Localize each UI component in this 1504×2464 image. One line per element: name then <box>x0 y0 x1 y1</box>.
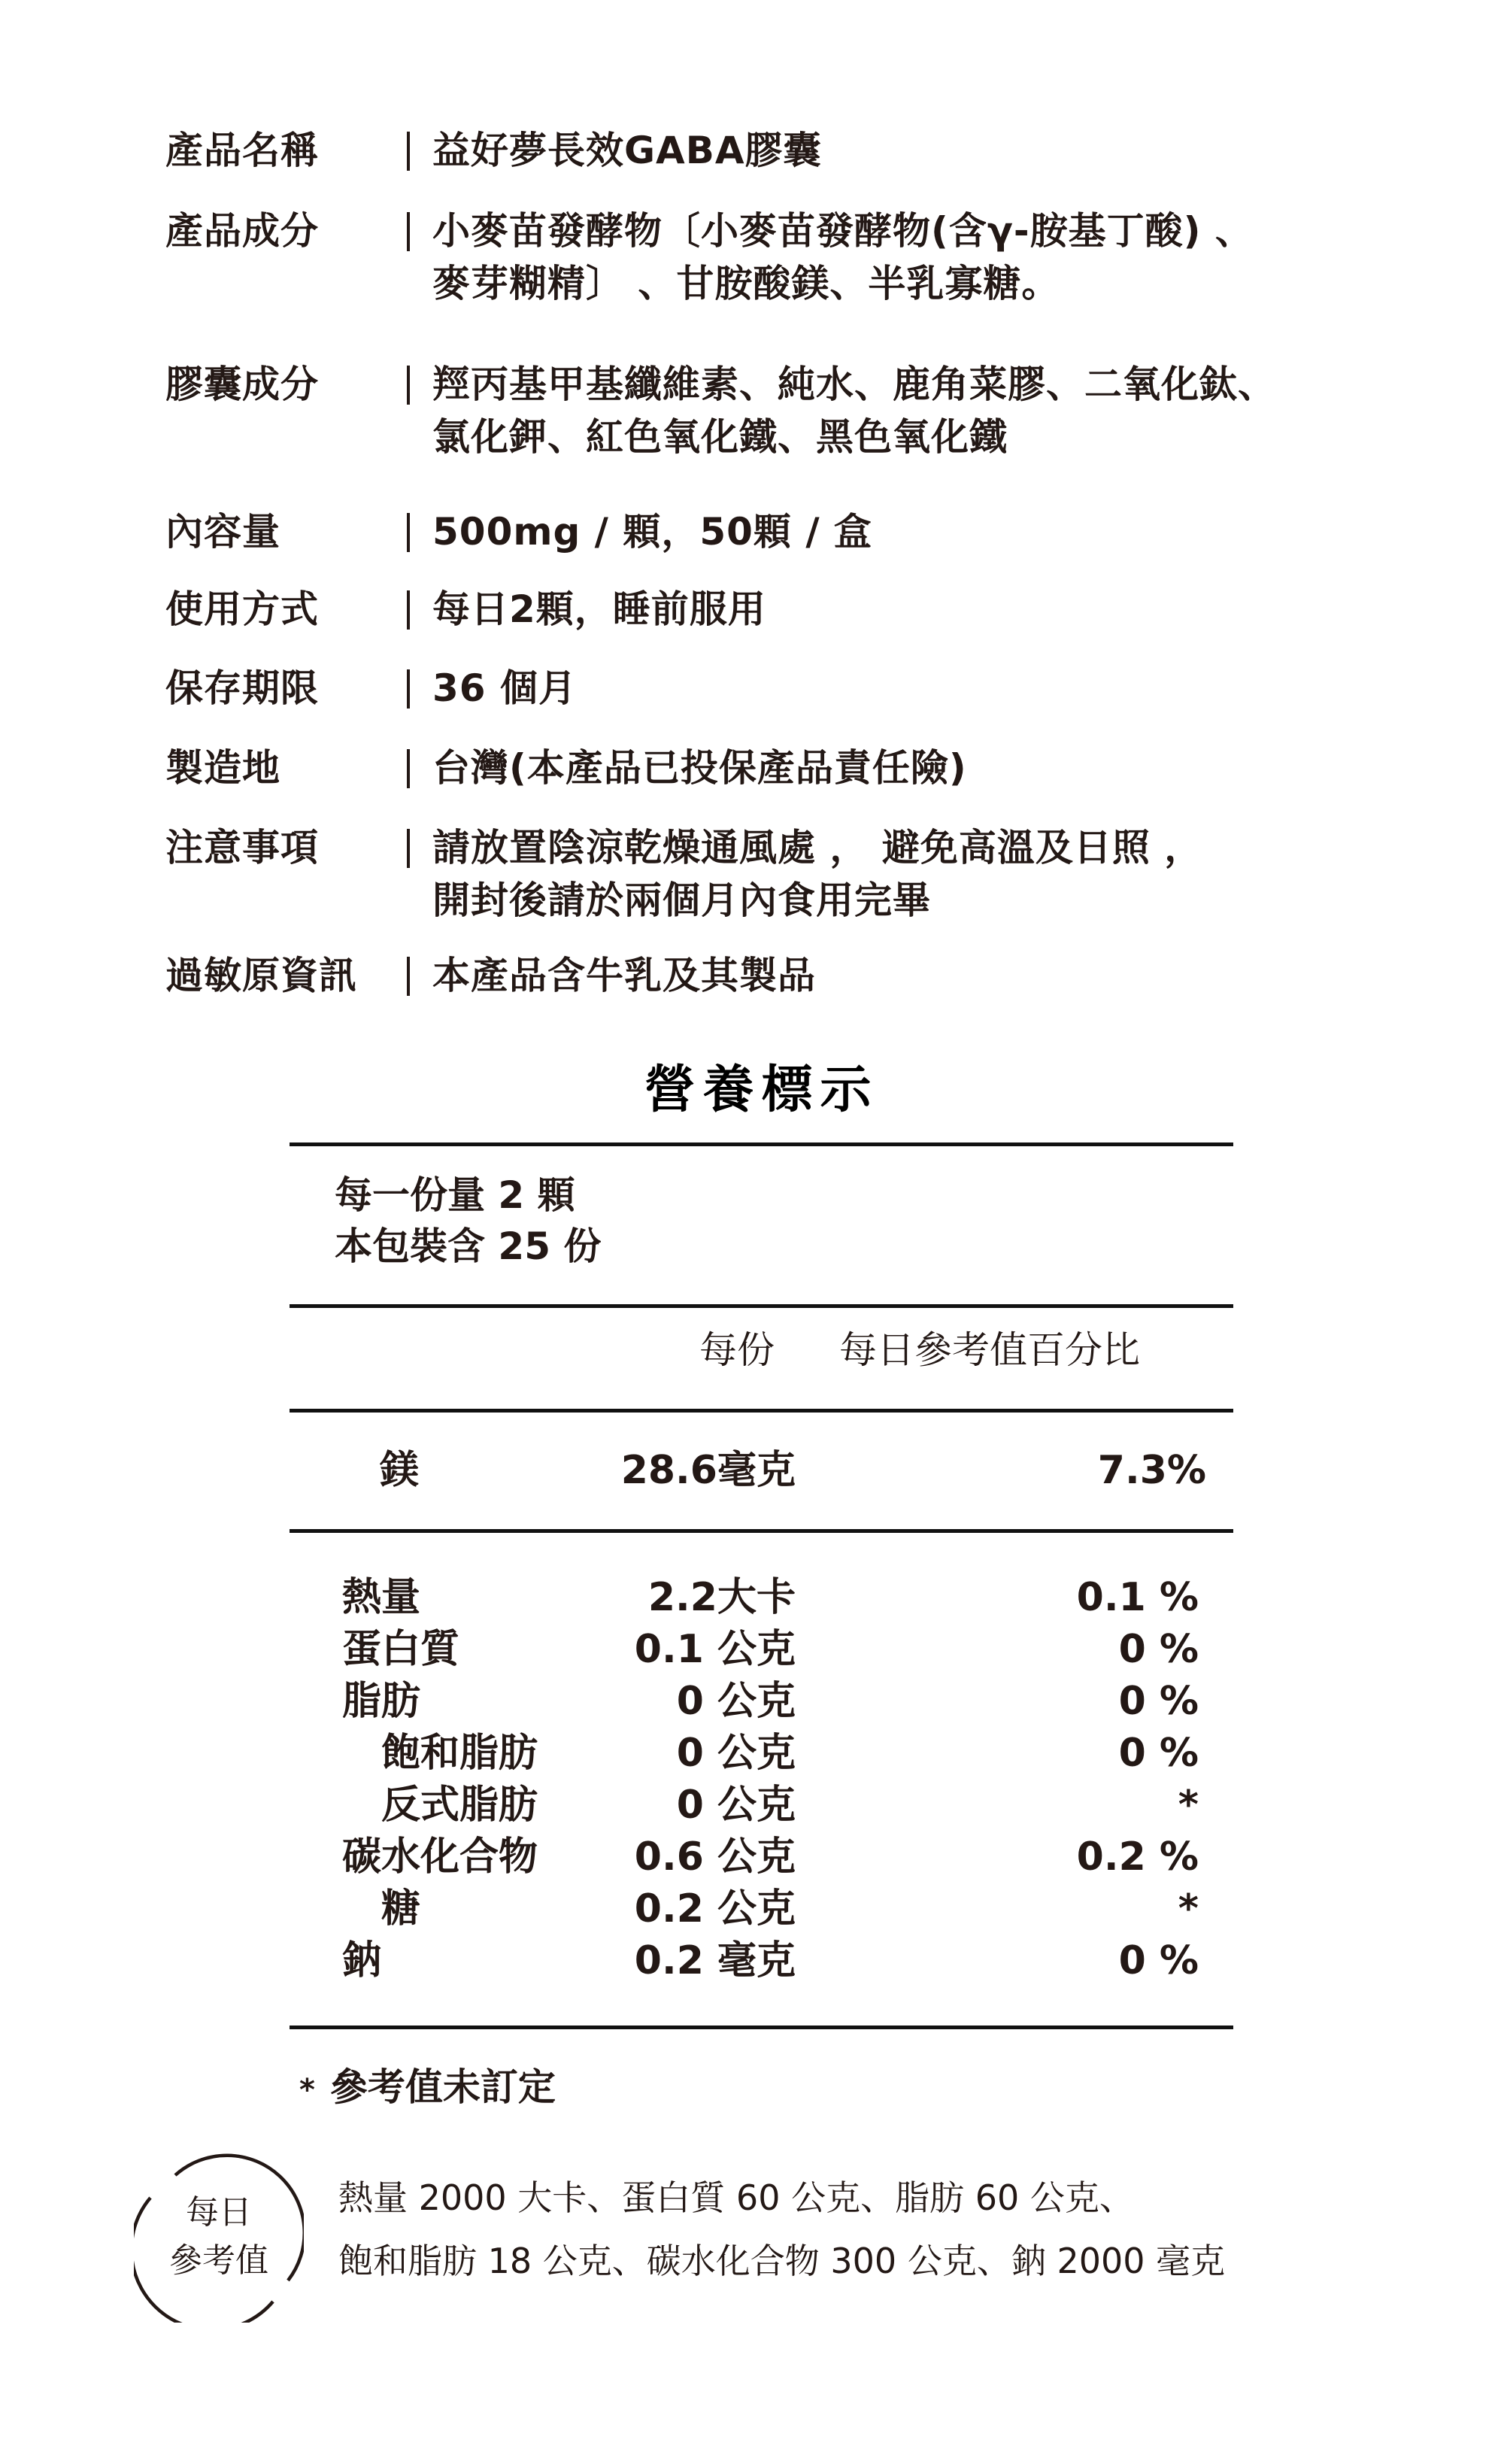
column-header-per-serving: 每份 <box>699 1328 775 1372</box>
info-value-line: 益好夢長效GABA膠囊 <box>432 129 822 172</box>
table-row-magnesium <box>290 1440 1233 1501</box>
nutrient-per-serving: 0.2 毫克 <box>634 1938 796 1983</box>
column-header-daily-value: 每日參考值百分比 <box>839 1328 1140 1372</box>
nutrient-daily-value: * <box>1178 1886 1199 1931</box>
info-label: 內容量 <box>165 510 280 554</box>
nutrient-name: 蛋白質 <box>342 1627 460 1672</box>
daily-reference-line: 熱量 2000 大卡、蛋白質 60 公克、脂肪 60 公克、 <box>338 2177 1134 2218</box>
table-row-carbohydrate <box>290 1831 1233 1883</box>
info-value-line: 麥芽糊精〕 、甘胺酸鎂、半乳寡糖。 <box>432 262 1060 305</box>
info-row-capsule-ingredients <box>165 358 1444 463</box>
info-value <box>432 583 1444 636</box>
nutrient-daily-value: 0 % <box>1118 1731 1199 1776</box>
nutrient-per-serving: 0.6 公克 <box>634 1834 796 1880</box>
servings-per-package: 本包裝含 25 份 <box>335 1224 602 1268</box>
nutrient-name: 碳水化合物 <box>342 1834 538 1880</box>
info-value-line: 每日2顆，睡前服用 <box>432 587 766 631</box>
serving-size: 每一份量 2 顆 <box>335 1173 575 1217</box>
info-value-line: 開封後請於兩個月內食用完畢 <box>432 878 931 922</box>
table-row-sodium <box>290 1935 1233 1987</box>
table-row-trans-fat <box>290 1780 1233 1831</box>
info-value-line: 氯化鉀、紅色氧化鐵、黑色氧化鐵 <box>432 415 1008 459</box>
info-value <box>432 505 1444 558</box>
info-value-line: 36 個月 <box>432 666 577 710</box>
nutrient-daily-value: 0 % <box>1118 1938 1199 1983</box>
nutrient-per-serving: 0 公克 <box>676 1731 796 1776</box>
table-rule-top <box>290 1142 1233 1146</box>
separator-bar <box>395 124 432 177</box>
table-rule-bottom <box>290 2026 1233 2029</box>
badge-label <box>134 2189 304 2285</box>
nutrient-per-serving: 0.2 公克 <box>634 1886 796 1931</box>
info-value-line: 500mg / 顆，50顆 / 盒 <box>432 510 872 554</box>
nutrient-daily-value: 7.3% <box>1097 1448 1206 1493</box>
info-value-line: 請放置陰涼乾燥通風處 ， 避免高溫及日照 ， <box>432 826 1203 869</box>
info-value-line: 羥丙基甲基纖維素、純水、鹿角菜膠、二氧化鈦、 <box>432 363 1276 406</box>
info-label: 使用方式 <box>165 587 319 631</box>
info-value <box>432 124 1444 177</box>
separator-bar <box>395 662 432 715</box>
info-value-line: 台灣(本產品已投保產品責任險) <box>432 746 967 790</box>
info-value-line: 小麥苗發酵物〔小麥苗發酵物(含γ-胺基丁酸) 、 <box>432 209 1254 253</box>
nutrient-name: 熱量 <box>342 1575 421 1620</box>
table-row-fat <box>290 1676 1233 1728</box>
nutrient-list <box>290 1572 1233 1987</box>
info-value <box>432 205 1444 310</box>
badge-line-2: 參考值 <box>169 2241 268 2280</box>
nutrient-per-serving: 0.1 公克 <box>634 1627 796 1672</box>
nutrient-daily-value: 0.2 % <box>1076 1834 1199 1880</box>
info-row-shelf-life <box>165 662 1444 715</box>
nutrient-daily-value: 0.1 % <box>1076 1575 1199 1620</box>
info-row-product-ingredients <box>165 205 1444 310</box>
table-row-saturated-fat <box>290 1728 1233 1780</box>
nutrient-per-serving: 0 公克 <box>676 1679 796 1724</box>
separator-bar <box>395 358 432 411</box>
nutrient-daily-value: * <box>1178 1783 1199 1828</box>
serving-info <box>335 1170 601 1272</box>
nutrient-name: 鎂 <box>380 1448 420 1493</box>
info-value-line: 本產品含牛乳及其製品 <box>432 954 816 997</box>
table-row-sugar <box>290 1883 1233 1935</box>
info-row-net-content <box>165 505 1444 558</box>
separator-bar <box>395 821 432 874</box>
badge-line-1: 每日 <box>186 2193 252 2232</box>
nutrition-title: 營養標示 <box>644 1061 879 1120</box>
info-row-usage <box>165 583 1444 636</box>
info-row-origin <box>165 742 1444 794</box>
nutrient-per-serving: 0 公克 <box>676 1783 796 1828</box>
nutrient-per-serving: 2.2大卡 <box>647 1575 796 1620</box>
info-label: 製造地 <box>165 746 280 790</box>
info-label: 膠囊成分 <box>165 363 319 406</box>
info-value <box>432 662 1444 715</box>
nutrient-name: 鈉 <box>342 1938 382 1983</box>
info-row-product-name <box>165 124 1444 177</box>
nutrient-daily-value: 0 % <box>1118 1627 1199 1672</box>
info-value <box>432 821 1444 927</box>
info-row-precautions <box>165 821 1444 927</box>
footnote <box>299 2061 556 2117</box>
table-row-protein <box>290 1624 1233 1676</box>
nutrient-name: 反式脂肪 <box>381 1783 538 1828</box>
separator-bar <box>395 949 432 1002</box>
nutrient-name: 飽和脂肪 <box>381 1731 538 1776</box>
separator-bar <box>395 505 432 558</box>
info-label: 產品名稱 <box>165 129 319 172</box>
info-label: 保存期限 <box>165 666 319 710</box>
daily-reference-values <box>338 2166 1225 2293</box>
info-label: 過敏原資訊 <box>165 954 357 997</box>
footnote-text: 參考值未訂定 <box>329 2065 556 2109</box>
nutrient-name: 糖 <box>381 1886 421 1931</box>
info-value <box>432 949 1444 1002</box>
daily-reference-badge <box>134 2153 304 2323</box>
info-label: 產品成分 <box>165 209 319 253</box>
nutrient-daily-value: 0 % <box>1118 1679 1199 1724</box>
table-row-calories <box>290 1572 1233 1624</box>
nutrient-name: 脂肪 <box>342 1679 421 1724</box>
nutrient-per-serving: 28.6毫克 <box>620 1448 796 1493</box>
asterisk-icon: * <box>299 2073 315 2107</box>
separator-bar <box>395 742 432 794</box>
info-value <box>432 742 1444 794</box>
separator-bar <box>395 583 432 636</box>
table-rule-serving <box>290 1304 1233 1308</box>
info-value <box>432 358 1444 463</box>
table-rule-header <box>290 1409 1233 1413</box>
separator-bar <box>395 205 432 257</box>
info-row-allergen <box>165 949 1444 1002</box>
daily-reference-line: 飽和脂肪 18 公克、碳水化合物 300 公克、鈉 2000 毫克 <box>338 2241 1226 2281</box>
info-label: 注意事項 <box>165 826 319 869</box>
table-rule-magnesium <box>290 1529 1233 1533</box>
